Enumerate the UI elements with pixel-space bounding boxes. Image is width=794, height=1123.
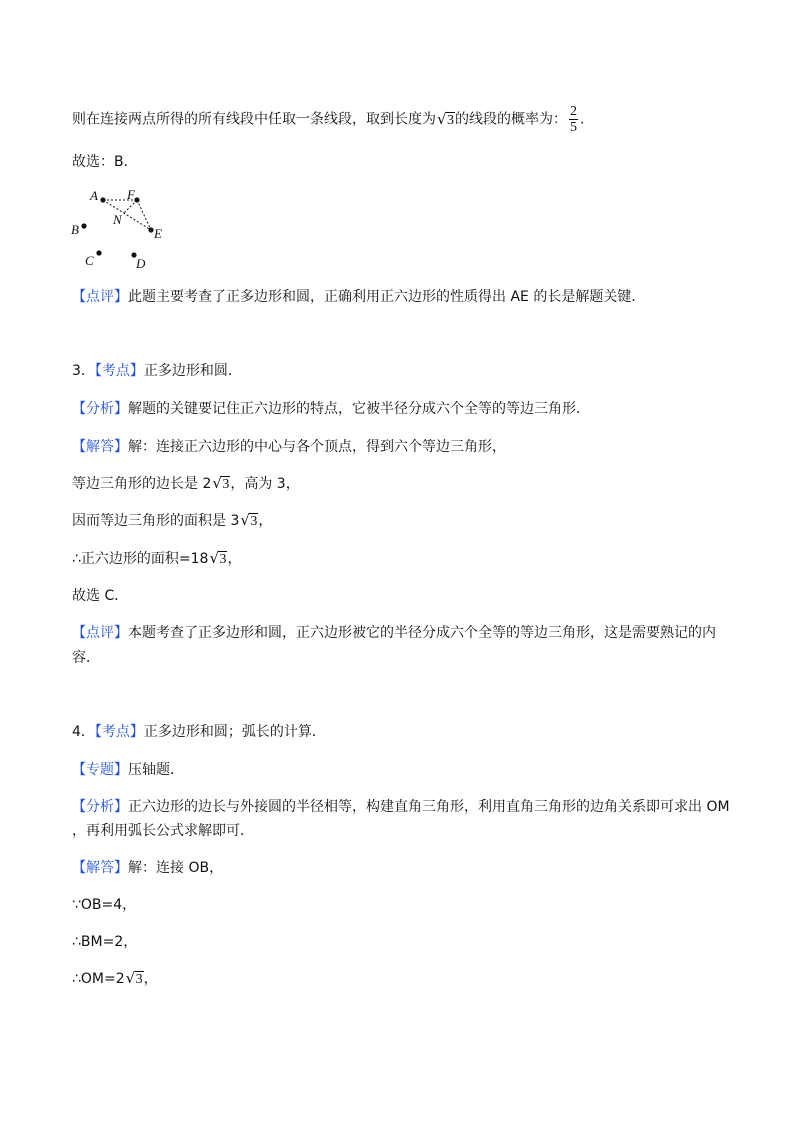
q3-knowledge-point [72,361,242,381]
label-D: D [136,256,146,271]
q4-step-3 [72,969,158,989]
q4-step-3-after: ， [143,971,158,987]
sqrt-expression: √ 3 [209,549,227,567]
fraction [569,104,578,135]
q4-number: 4． [72,724,95,740]
q3-step-2-before: 因而等边三角形的面积是 3 [72,513,240,529]
q3-number: 3． [72,363,95,379]
sqrt-expression: √ 3 [125,969,143,987]
review-line [72,287,645,307]
q3-fenxi-tag: 【分析】 [72,401,128,417]
q4-solution [72,858,223,878]
sqrt-expression: √ 3 [212,474,230,492]
q3-choice: 故选 C． [72,588,129,604]
point-E [148,227,153,232]
q4-step-3-before: ∴OM=2 [72,971,125,987]
q3-step-1-after: ，高为 3， [230,476,300,492]
q3-jieda-text: 解：连接正六边形的中心与各个顶点，得到六个等边三角形， [128,439,506,455]
q3-step-1 [72,474,300,494]
review-tag: 【点评】 [72,289,128,305]
q4-topic [72,760,184,780]
q3-kaodian-text: 正多边形和圆． [143,363,242,379]
probability-text-before: 则在连接两点所得的所有线段中任取一条线段，取到长度为 [72,111,436,128]
label-N: N [113,212,122,227]
label-C: C [85,253,94,268]
q3-dianping-tag: 【点评】 [72,625,128,641]
fraction-denominator: 5 [570,120,577,135]
probability-line [72,104,584,135]
q3-kaodian-tag: 【考点】 [94,363,144,379]
point-B [81,223,86,228]
sentence-end: . [580,111,585,128]
label-A: A [90,188,98,203]
q3-step-2 [72,511,272,531]
q3-dianping-text-1: 本题考查了正多边形和圆，正六边形被它的半径分成六个全等的等边三角形，这是需要熟记的内 [128,625,716,641]
review-text: 此题主要考查了正多边形和圆，正确利用正六边形的性质得出 AE 的长是解题关键． [128,289,646,305]
point-A [100,197,105,202]
q4-kaodian-text: 正多边形和圆；弧长的计算． [143,724,326,740]
label-E: E [154,226,162,241]
q4-knowledge-point [72,722,326,742]
q3-analysis [72,399,590,419]
q3-review [72,623,716,643]
q4-jieda-tag: 【解答】 [72,860,128,876]
q3-step-1-before: 等边三角形的边长是 2 [72,476,212,492]
q3-fenxi-text: 解题的关键要记住正六边形的特点，它被半径分成六个全等的等边三角形． [128,401,590,417]
point-C [96,250,101,255]
q4-analysis [72,797,730,817]
q4-step-2: ∴BM=2， [72,934,138,950]
q4-jieda-text: 解：连接 OB， [128,860,224,876]
q4-zhuanti-text: 压轴题． [128,762,184,778]
probability-text-after: 的线段的概率为： [455,111,567,128]
q4-step-1: ∵OB=4， [72,897,137,913]
q4-fenxi-text-1: 正六边形的边长与外接圆的半径相等，构建直角三角形，利用直角三角形的边角关系即可求出 OM [128,799,730,815]
q4-analysis-cont: ，再利用弧长公式求解即可． [72,823,254,839]
geometry-figure [66,183,176,275]
label-B: B [71,222,79,237]
q3-step-3 [72,549,241,569]
q3-step-2-after: ， [258,513,273,529]
q3-review-cont: 容． [72,650,100,666]
segment-FN [123,200,137,214]
radical-sign: √ [437,109,447,128]
sqrt-expression: √ 3 [240,511,258,529]
q3-jieda-tag: 【解答】 [72,439,128,455]
q3-solution [72,437,506,457]
answer-line: 故选：B． [72,154,138,170]
q4-kaodian-tag: 【考点】 [94,724,144,740]
point-F [134,197,139,202]
q4-fenxi-tag: 【分析】 [72,799,128,815]
q3-step-3-before: ∴正六边形的面积=18 [72,551,209,567]
q4-zhuanti-tag: 【专题】 [72,762,128,778]
q3-step-3-after: ， [227,551,242,567]
sqrt-expression: √ 3 [437,109,454,128]
label-F: F [127,187,135,202]
fraction-numerator: 2 [570,104,577,119]
